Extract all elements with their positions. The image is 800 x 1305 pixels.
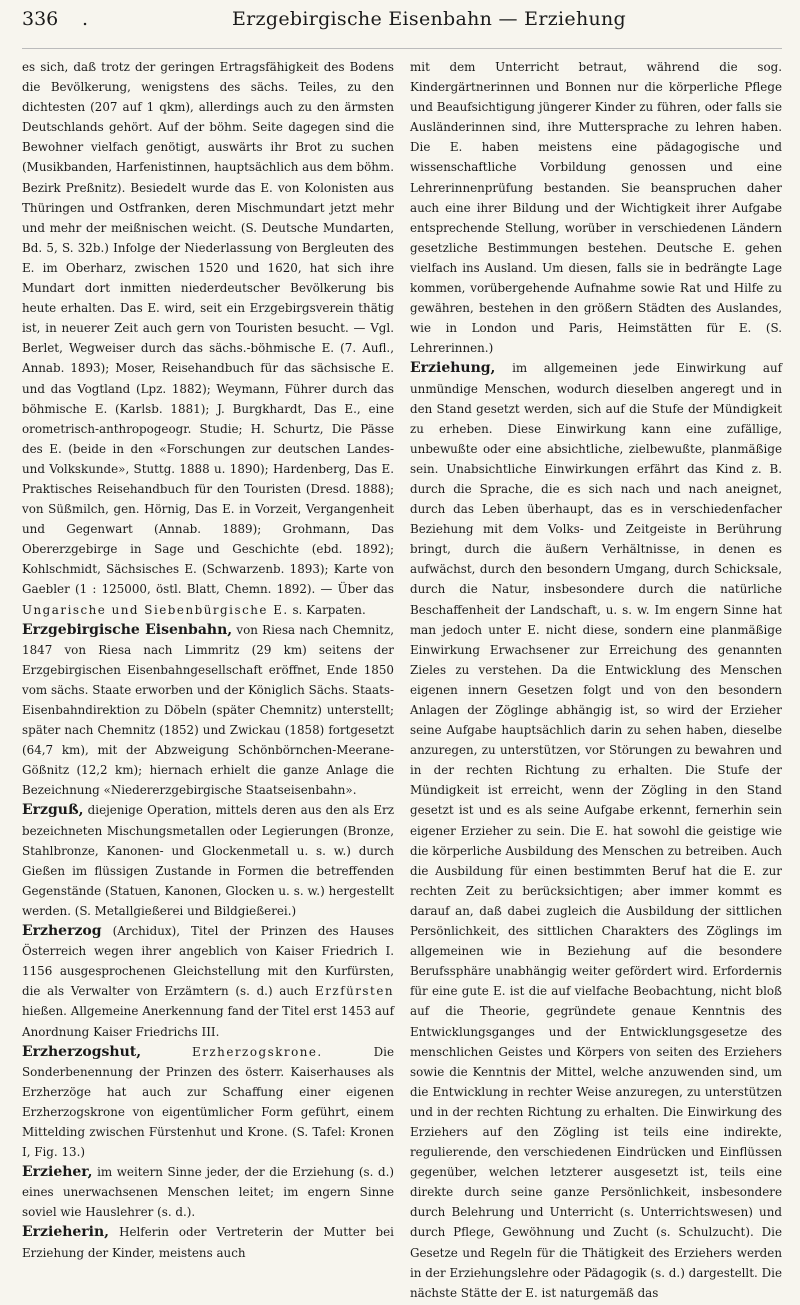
entry-erzieher	[22, 1162, 394, 1222]
headword: Erzieher,	[22, 1164, 93, 1181]
entry-text: von Riesa nach Chemnitz, 1847 von Riesa nach Limmritz (29 km) seitens der Erzgebirgischen Eisenbahngesellschaft eröffnet, Ende 1850 vom sächs. Staate erworben und der Königlich Sächs. Staats-Eisenbahndirektion zu Döbeln (später Chemnitz) unterstellt; später nach Chemnitz (1852) und Zwickau (1858) fortgesetzt (64,7 km), mit der Abzweigung Schönbörnchen-Meerane-Gößnitz (12,2 km); hiernach erhielt die ganze Anlage die Bezeichnung «Niedererzgebirgische Staatseisenbahn».	[22, 622, 395, 798]
entry-erzherzog	[22, 921, 394, 1042]
entry-erzguss	[22, 800, 394, 921]
entry-text: mit dem Unterricht betraut, während die sog. Kindergärtnerinnen und Bonnen nur die körperliche Pflege und Beaufsichtigung jüngerer Kinder zu führen, oder falls sie Ausländerinnen sind, ihre Muttersprache zu lehren haben. Die E. haben meistens eine pädagogische und wissenschaftliche Vorbildung genossen und eine Lehrerinnenprüfung bestanden. Sie beanspruchen daher auch eine ihrer Bildung und der Wichtigkeit ihrer Aufgabe entsprechende Stellung, worüber in verschiedenen Ländern gesetzliche Bestimmungen bestehen. Deutsche E. gehen vielfach ins Ausland. Um diesen, falls sie in bedrängte Lage kommen, vorübergehende Aufnahme sowie Rat und Hilfe zu gewähren, bestehen in den größern Städten des Auslandes, wie in London und Paris, Heimstätten für E. (S. Lehrerinnen.)	[410, 60, 782, 356]
entry-text: Die Sonderbenennung der Prinzen des österr. Kaiserhauses als Erzherzöge hat auch zur Schaffung einer eigenen Erzherzogskrone von eigentümlicher Form geführt, einem Mittelding zwischen Fürstenhut und Krone. (S. Tafel: Kronen I, Fig. 13.)	[22, 1044, 395, 1160]
entry-erzherzogshut	[22, 1042, 394, 1163]
spaced-term: Erzherzogskrone.	[192, 1044, 323, 1059]
entry-text: (Archidux), Titel der Prinzen des Hauses Österreich wegen ihrer angeblich von Kaiser Friedrich I. 1156 ausgesprochenen Gleichstellung mit den Kurfürsten, die als Verwalter von Erzämtern (s. d.) auch	[22, 924, 394, 999]
headword: Erzherzogshut,	[22, 1043, 142, 1060]
text-columns	[22, 57, 782, 1303]
entry-text: diejenige Operation, mittels deren aus den als Erz bezeichneten Mischungsmetallen oder Legierungen (Bronze, Stahlbronze, Kanonen- und Glockenmetall u. s. w.) durch Gießen im flüssigen Zustande in Formen die betreffenden Gegenstände (Statuen, Kanonen, Glocken u. s. w.) hergestellt werden. (S. Metallgießerei und Bildgießerei.)	[22, 803, 394, 918]
headword: Erzgebirgische Eisenbahn,	[22, 621, 233, 638]
entry-erzgebirgische-eisenbahn	[22, 620, 394, 801]
spaced-term: Erzfürsten	[315, 984, 395, 999]
page-header	[22, 8, 782, 49]
entry-text: s. Karpaten.	[292, 602, 366, 617]
headword: Erzherzog	[22, 923, 102, 940]
entry-text: Helferin oder Vertreterin der Mutter bei Erziehung der Kinder, meistens auch	[22, 1225, 394, 1260]
entry-erzieherin	[22, 1222, 394, 1262]
spaced-reference: Ungarische und Siebenbürgische E.	[22, 602, 289, 617]
header-separator: .	[82, 8, 89, 30]
entry-text: im allgemeinen jede Einwirkung auf unmündige Menschen, wodurch dieselben angeregt und in den Stand gesetzt werden, sich auf die Stufe der Mündigkeit zu erheben. Diese Einwirkung kann eine zufällige, unbewußte oder eine absichtliche, zielbewußte, planmäßige sein. Unabsichtliche Einwirkungen erfährt das Kind z. B. durch die Sprache, die es sich nach und nach aneignet, durch das Leben überhaupt, das es in verschiedenfacher Beziehung mit dem Volks- und Zeitgeiste in Berührung bringt, durch die äußern Verhältnisse, in denen es aufwächst, durch den besondern Umgang, durch Schicksale, durch die Natur, insbesondere durch die natürliche Beschaffenheit der Landschaft, u. s. w. Im engern Sinne hat man jedoch unter E. nicht diese, sondern eine planmäßige Einwirkung Erwachsener zur Erreichung des genannten Zieles zu verstehen. Da die Entwicklung des Menschen eigenen innern Gesetzen folgt und von den besondern Anlagen der Zöglinge abhängig ist, so wird der Erzieher seine Aufgabe hauptsächlich darin zu sehen haben, dieselbe anzuregen, zu unterstützen, vor Störungen zu bewahren und in der rechten Richtung zu erhalten. Die Stufe der Mündigkeit ist erreicht, wenn der Zögling in den Stand gesetzt ist und es als seine Aufgabe erkennt, fernerhin sein eigener Erzieher zu sein. Die E. hat sowohl die geistige wie die körperliche Ausbildung des Menschen zu betreiben. Auch die Ausbildung für einen bestimmten Beruf hat die E. zur rechten Zeit zu berücksichtigen; aber immer kommt es darauf an, daß dabei zugleich die Ausbildung der sittlichen Persönlichkeit, des sittlichen Charakters des Zöglings im allgemeinen wie in Beziehung auf die besondere Berufssphäre unabhängig weiter gefördert wird. Erfordernis für eine gute E. ist die auf vielfache Beobachtung, nicht bloß auf die Theorie, gegründete genaue Kenntnis des Entwicklungsganges und der Entwicklungsgesetze des menschlichen Geistes und Körpers von seiten des Erziehers sowie die Kenntnis der Mittel, welche anzuwenden sind, um die Entwicklung in rechter Weise anzuregen, zu unterstützen und in der rechten Richtung zu erhalten. Die Einwirkung des Erziehers auf den Zögling ist teils eine indirekte, regulierende, den verschiedenen Eindrücken und Einflüssen gegenüber, welchen letzterer ausgesetzt ist, teils eine direkte durch seine ganze Persönlichkeit, insbesondere durch Belehrung und Unterricht (s. Unterrichtswesen) und durch Pflege, Gewöhnung und Zucht (s. Schulzucht). Die Gesetze und Regeln für die Thätigkeit des Erziehers werden in der Erziehungslehre oder Pädagogik (s. d.) dargestellt. Die nächste Stätte der E. ist naturgemäß das	[410, 361, 783, 1300]
entry-continuation	[410, 57, 782, 358]
headword: Erziehung,	[410, 360, 496, 377]
entry-erziehung	[410, 358, 782, 1302]
entry-text: hießen. Allgemeine Anerkennung fand der Titel erst 1453 auf Anordnung Kaiser Friedrichs III.	[22, 1004, 394, 1039]
running-title: Erzgebirgische Eisenbahn — Erziehung	[232, 8, 627, 30]
page-number: 336	[22, 8, 59, 30]
entry-text: es sich, daß trotz der geringen Ertragsfähigkeit des Bodens die Bevölkerung, wenigstens des sächs. Teiles, zu den dichtesten (207 auf 1 qkm), allerdings auch zu den ärmsten Deutschlands gehört. Auf der böhm. Seite dagegen sind die Bewohner vielfach genötigt, auswärts ihr Brot zu suchen (Musikbanden, Harfenistinnen, hauptsächlich aus dem böhm. Bezirk Preßnitz). Besiedelt wurde das E. von Kolonisten aus Thüringen und Ostfranken, deren Mischmundart jetzt mehr und mehr der meißnischen weicht. (S. Deutsche Mundarten, Bd. 5, S. 32b.) Infolge der Niederlassung von Bergleuten des E. im Oberharz, zwischen 1520 und 1620, hat sich ihre Mundart dort inmitten niederdeutscher Bevölkerung bis heute erhalten. Das E. wird, seit ein Erzgebirgsverein thätig ist, in neuerer Zeit auch gern von Touristen besucht. — Vgl. Berlet, Wegweiser durch das sächs.-böhmische E. (7. Aufl., Annab. 1893); Moser, Reisehandbuch für das sächsische E. und das Vogtland (Lpz. 1882); Weymann, Führer durch das böhmische E. (Karlsb. 1881); J. Burgkhardt, Das E., eine orometrisch-anthropogeogr. Studie; H. Schurtz, Die Pässe des E. (beide in den «Forschungen zur deutschen Landes- und Volkskunde», Stuttg. 1888 u. 1890); Hardenberg, Das E. Praktisches Reisehandbuch für den Touristen (Dresd. 1888); von Süßmilch, gen. Hörnig, Das E. in Vorzeit, Vergangenheit und Gegenwart (Annab. 1889); Grohmann, Das Obererzgebirge in Sage und Geschichte (ebd. 1892); Kohlschmidt, Sächsisches E. (Schwarzenb. 1893); Karte von Gaebler (1 : 125000, östl. Blatt, Chemn. 1892). — Über das	[22, 60, 394, 597]
headword: Erzieherin,	[22, 1224, 110, 1241]
headword: Erzguß,	[22, 802, 84, 819]
right-column	[410, 57, 782, 1303]
entry-continuation	[22, 57, 394, 620]
entry-text: im weitern Sinne jeder, der die Erziehung (s. d.) eines unerwachsenen Menschen leitet; im engern Sinne soviel wie Hauslehrer (s. d.).	[22, 1165, 394, 1220]
left-column	[22, 57, 394, 1303]
